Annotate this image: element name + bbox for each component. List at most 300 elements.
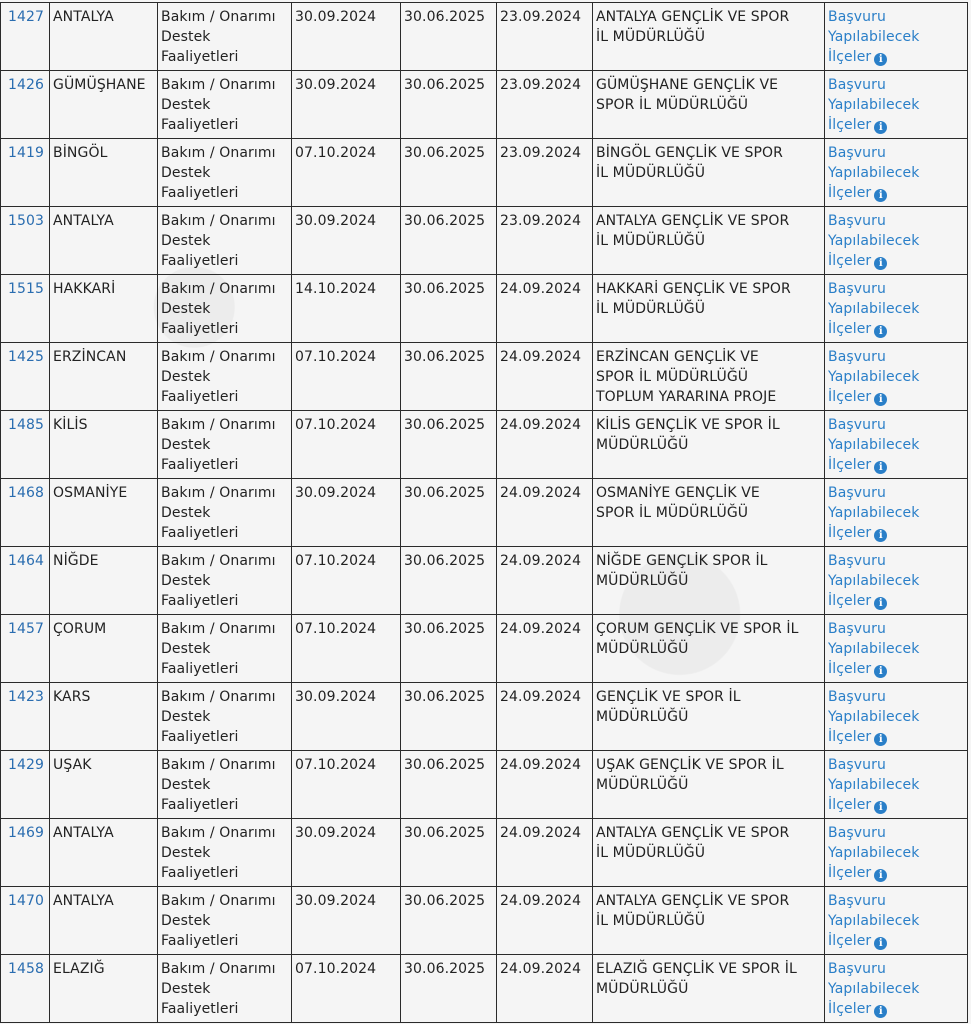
activity-line: Destek xyxy=(161,165,211,181)
districts-link-label[interactable]: Yapılabilecek xyxy=(828,505,920,521)
end-date-cell: 30.06.2025 xyxy=(401,683,497,751)
districts-link-text[interactable] xyxy=(828,659,964,679)
activity-line: Faaliyetleri xyxy=(161,117,239,133)
table-row xyxy=(1,275,968,343)
end-date-cell: 30.06.2025 xyxy=(401,547,497,615)
institution-line: İL MÜDÜRLÜĞÜ xyxy=(596,301,706,317)
table-row xyxy=(1,479,968,547)
districts-link-text[interactable] xyxy=(828,707,964,727)
table-row xyxy=(1,411,968,479)
announcement-date-cell: 23.09.2024 xyxy=(497,71,593,139)
info-circle-icon[interactable]: i xyxy=(874,529,887,542)
activity-line: Destek xyxy=(161,709,211,725)
province-cell: OSMANİYE xyxy=(50,479,158,547)
districts-link-label[interactable]: İlçeler xyxy=(828,933,872,949)
activity-line: Destek xyxy=(161,845,211,861)
districts-link[interactable] xyxy=(828,143,964,203)
districts-link-text[interactable] xyxy=(828,387,964,407)
districts-link-text[interactable] xyxy=(828,979,964,999)
districts-link-label[interactable]: Başvuru xyxy=(828,213,886,229)
province-cell: ELAZIĞ xyxy=(50,955,158,1023)
start-date-cell: 30.09.2024 xyxy=(292,479,401,547)
activity-line: Bakım / Onarımı xyxy=(161,689,276,705)
activity-cell xyxy=(158,887,292,955)
activity-line: Bakım / Onarımı xyxy=(161,961,276,977)
activity-line: Bakım / Onarımı xyxy=(161,349,276,365)
institution-line: ELAZIĞ GENÇLİK VE SPOR İL xyxy=(596,961,797,977)
activity-line: Bakım / Onarımı xyxy=(161,757,276,773)
districts-link-text[interactable] xyxy=(828,823,964,843)
districts-link-label[interactable]: İlçeler xyxy=(828,1001,872,1017)
province-cell: ERZİNCAN xyxy=(50,343,158,411)
districts-link-text[interactable] xyxy=(828,503,964,523)
districts-link-text[interactable] xyxy=(828,115,964,135)
start-date-cell: 30.09.2024 xyxy=(292,683,401,751)
info-circle-icon[interactable]: i xyxy=(874,53,887,66)
activity-line: Destek xyxy=(161,233,211,249)
table-row xyxy=(1,819,968,887)
districts-link-text[interactable] xyxy=(828,251,964,271)
districts-link-label[interactable]: Yapılabilecek xyxy=(828,573,920,589)
districts-link-text[interactable] xyxy=(828,27,964,47)
table-row xyxy=(1,343,968,411)
districts-link[interactable] xyxy=(828,687,964,747)
row-id-link[interactable]: 1423 xyxy=(1,683,50,751)
institution-line: İL MÜDÜRLÜĞÜ xyxy=(596,29,706,45)
institution-line: MÜDÜRLÜĞÜ xyxy=(596,777,689,793)
districts-link-cell xyxy=(825,275,968,343)
districts-link-label[interactable]: Başvuru xyxy=(828,417,886,433)
activity-line: Bakım / Onarımı xyxy=(161,553,276,569)
institution-line: SPOR İL MÜDÜRLÜĞÜ xyxy=(596,97,749,113)
table-row xyxy=(1,683,968,751)
announcement-date-cell: 24.09.2024 xyxy=(497,343,593,411)
districts-link-label[interactable]: Yapılabilecek xyxy=(828,437,920,453)
activity-cell xyxy=(158,275,292,343)
districts-link[interactable] xyxy=(828,755,964,815)
announcement-date-cell: 24.09.2024 xyxy=(497,751,593,819)
info-circle-icon[interactable]: i xyxy=(874,393,887,406)
row-id-link[interactable]: 1485 xyxy=(1,411,50,479)
districts-link-text[interactable] xyxy=(828,999,964,1019)
districts-link[interactable] xyxy=(828,891,964,951)
row-id-link[interactable]: 1425 xyxy=(1,343,50,411)
start-date-cell: 07.10.2024 xyxy=(292,955,401,1023)
announcement-date-cell: 24.09.2024 xyxy=(497,615,593,683)
row-id-link[interactable]: 1427 xyxy=(1,3,50,71)
districts-link-label[interactable]: Başvuru xyxy=(828,145,886,161)
districts-link-text[interactable] xyxy=(828,279,964,299)
row-id-link[interactable]: 1469 xyxy=(1,819,50,887)
row-id-link[interactable]: 1515 xyxy=(1,275,50,343)
districts-link-text[interactable] xyxy=(828,755,964,775)
info-circle-icon[interactable]: i xyxy=(874,869,887,882)
districts-link-label[interactable]: Yapılabilecek xyxy=(828,981,920,997)
districts-link-text[interactable] xyxy=(828,619,964,639)
districts-link-text[interactable] xyxy=(828,435,964,455)
districts-link-label[interactable]: İlçeler xyxy=(828,49,872,65)
province-cell: ANTALYA xyxy=(50,887,158,955)
info-circle-icon[interactable]: i xyxy=(874,733,887,746)
province-cell: HAKKARİ xyxy=(50,275,158,343)
districts-link-cell xyxy=(825,71,968,139)
end-date-cell: 30.06.2025 xyxy=(401,615,497,683)
districts-link-text[interactable] xyxy=(828,95,964,115)
table-row xyxy=(1,955,968,1023)
districts-link-label[interactable]: Yapılabilecek xyxy=(828,233,920,249)
activity-cell xyxy=(158,819,292,887)
districts-link-label[interactable]: İlçeler xyxy=(828,797,872,813)
table-row xyxy=(1,887,968,955)
province-cell: ÇORUM xyxy=(50,615,158,683)
institution-line: ERZİNCAN GENÇLİK VE xyxy=(596,349,759,365)
districts-link-label[interactable]: Yapılabilecek xyxy=(828,29,920,45)
districts-link-label[interactable]: Yapılabilecek xyxy=(828,301,920,317)
districts-link[interactable] xyxy=(828,75,964,135)
districts-link-text[interactable] xyxy=(828,455,964,475)
institution-cell xyxy=(593,3,825,71)
districts-link-label[interactable]: Yapılabilecek xyxy=(828,709,920,725)
row-id-link[interactable]: 1470 xyxy=(1,887,50,955)
announcement-date-cell: 23.09.2024 xyxy=(497,139,593,207)
districts-link-text[interactable] xyxy=(828,571,964,591)
institution-cell xyxy=(593,751,825,819)
districts-link-label[interactable]: Başvuru xyxy=(828,9,886,25)
start-date-cell: 07.10.2024 xyxy=(292,411,401,479)
districts-link-text[interactable] xyxy=(828,891,964,911)
announcement-date-cell: 24.09.2024 xyxy=(497,955,593,1023)
districts-link-label[interactable]: Başvuru xyxy=(828,893,886,909)
info-circle-icon[interactable]: i xyxy=(874,801,887,814)
activity-line: Faaliyetleri xyxy=(161,185,239,201)
districts-link-text[interactable] xyxy=(828,183,964,203)
activity-line: Bakım / Onarımı xyxy=(161,825,276,841)
districts-link[interactable] xyxy=(828,551,964,611)
activity-line: Destek xyxy=(161,777,211,793)
districts-link-label[interactable]: Başvuru xyxy=(828,281,886,297)
start-date-cell: 07.10.2024 xyxy=(292,139,401,207)
activity-cell xyxy=(158,547,292,615)
districts-link-label[interactable]: İlçeler xyxy=(828,253,872,269)
activity-line: Faaliyetleri xyxy=(161,593,239,609)
activity-line: Faaliyetleri xyxy=(161,865,239,881)
districts-link-text[interactable] xyxy=(828,931,964,951)
info-circle-icon[interactable]: i xyxy=(874,189,887,202)
districts-link-cell xyxy=(825,887,968,955)
districts-link-text[interactable] xyxy=(828,143,964,163)
institution-line: İL MÜDÜRLÜĞÜ xyxy=(596,233,706,249)
end-date-cell: 30.06.2025 xyxy=(401,275,497,343)
activity-line: Bakım / Onarımı xyxy=(161,9,276,25)
institution-line: ANTALYA GENÇLİK VE SPOR xyxy=(596,893,790,909)
end-date-cell: 30.06.2025 xyxy=(401,479,497,547)
announcement-date-cell: 23.09.2024 xyxy=(497,3,593,71)
districts-link-label[interactable]: Başvuru xyxy=(828,621,886,637)
announcement-date-cell: 24.09.2024 xyxy=(497,275,593,343)
start-date-cell: 30.09.2024 xyxy=(292,71,401,139)
districts-link-text[interactable] xyxy=(828,959,964,979)
end-date-cell: 30.06.2025 xyxy=(401,71,497,139)
table-row xyxy=(1,615,968,683)
table-row xyxy=(1,547,968,615)
institution-line: İL MÜDÜRLÜĞÜ xyxy=(596,913,706,929)
districts-link-cell xyxy=(825,343,968,411)
districts-link-text[interactable] xyxy=(828,795,964,815)
districts-link-label[interactable]: İlçeler xyxy=(828,593,872,609)
districts-link[interactable] xyxy=(828,211,964,271)
institution-cell xyxy=(593,275,825,343)
institution-line: SPOR İL MÜDÜRLÜĞÜ xyxy=(596,505,749,521)
activity-line: Bakım / Onarımı xyxy=(161,485,276,501)
institution-line: GENÇLİK VE SPOR İL xyxy=(596,689,741,705)
announcement-date-cell: 24.09.2024 xyxy=(497,887,593,955)
province-cell: GÜMÜŞHANE xyxy=(50,71,158,139)
table-body xyxy=(1,3,968,1023)
districts-link-cell xyxy=(825,139,968,207)
activity-cell xyxy=(158,615,292,683)
districts-link-text[interactable] xyxy=(828,551,964,571)
info-circle-icon[interactable]: i xyxy=(874,257,887,270)
row-id-link[interactable]: 1457 xyxy=(1,615,50,683)
districts-link-text[interactable] xyxy=(828,7,964,27)
table-row xyxy=(1,207,968,275)
districts-link-cell xyxy=(825,547,968,615)
districts-link-label[interactable]: Başvuru xyxy=(828,485,886,501)
end-date-cell: 30.06.2025 xyxy=(401,3,497,71)
table-row xyxy=(1,139,968,207)
districts-link-label[interactable]: İlçeler xyxy=(828,321,872,337)
start-date-cell: 30.09.2024 xyxy=(292,819,401,887)
start-date-cell: 30.09.2024 xyxy=(292,887,401,955)
activity-line: Destek xyxy=(161,913,211,929)
institution-line: MÜDÜRLÜĞÜ xyxy=(596,981,689,997)
activity-cell xyxy=(158,955,292,1023)
districts-link-label[interactable]: Başvuru xyxy=(828,689,886,705)
province-cell: KARS xyxy=(50,683,158,751)
institution-line: TOPLUM YARARINA PROJE xyxy=(596,389,777,405)
activity-line: Faaliyetleri xyxy=(161,661,239,677)
row-id-link[interactable]: 1458 xyxy=(1,955,50,1023)
activity-line: Destek xyxy=(161,437,211,453)
districts-link[interactable] xyxy=(828,823,964,883)
districts-link[interactable] xyxy=(828,619,964,679)
districts-link-label[interactable]: Yapılabilecek xyxy=(828,913,920,929)
row-id-link[interactable]: 1464 xyxy=(1,547,50,615)
activity-line: Faaliyetleri xyxy=(161,253,239,269)
districts-link-cell xyxy=(825,411,968,479)
institution-line: OSMANİYE GENÇLİK VE xyxy=(596,485,760,501)
institution-cell xyxy=(593,71,825,139)
districts-link-label[interactable]: İlçeler xyxy=(828,865,872,881)
announcement-date-cell: 24.09.2024 xyxy=(497,547,593,615)
province-cell: UŞAK xyxy=(50,751,158,819)
table-row xyxy=(1,751,968,819)
districts-link-label[interactable]: Yapılabilecek xyxy=(828,845,920,861)
districts-link-text[interactable] xyxy=(828,687,964,707)
info-circle-icon[interactable]: i xyxy=(874,325,887,338)
institution-line: İL MÜDÜRLÜĞÜ xyxy=(596,165,706,181)
districts-link-label[interactable]: Başvuru xyxy=(828,349,886,365)
districts-link-text[interactable] xyxy=(828,47,964,67)
districts-link-text[interactable] xyxy=(828,775,964,795)
info-circle-icon[interactable]: i xyxy=(874,461,887,474)
districts-link-text[interactable] xyxy=(828,483,964,503)
start-date-cell: 07.10.2024 xyxy=(292,615,401,683)
districts-link-label[interactable]: Başvuru xyxy=(828,757,886,773)
districts-link-label[interactable]: Yapılabilecek xyxy=(828,777,920,793)
districts-link-label[interactable]: Başvuru xyxy=(828,553,886,569)
row-id-link[interactable]: 1503 xyxy=(1,207,50,275)
institution-line: KİLİS GENÇLİK VE SPOR İL xyxy=(596,417,780,433)
province-cell: ANTALYA xyxy=(50,819,158,887)
districts-link-cell xyxy=(825,751,968,819)
end-date-cell: 30.06.2025 xyxy=(401,887,497,955)
row-id-link[interactable]: 1429 xyxy=(1,751,50,819)
districts-link-text[interactable] xyxy=(828,163,964,183)
districts-link[interactable] xyxy=(828,347,964,407)
districts-link-label[interactable]: Yapılabilecek xyxy=(828,165,920,181)
end-date-cell: 30.06.2025 xyxy=(401,955,497,1023)
institution-cell xyxy=(593,615,825,683)
districts-link-text[interactable] xyxy=(828,211,964,231)
row-id-link[interactable]: 1468 xyxy=(1,479,50,547)
end-date-cell: 30.06.2025 xyxy=(401,207,497,275)
activity-line: Faaliyetleri xyxy=(161,1001,239,1017)
districts-link-text[interactable] xyxy=(828,75,964,95)
province-cell: ANTALYA xyxy=(50,207,158,275)
activity-line: Destek xyxy=(161,981,211,997)
activity-line: Faaliyetleri xyxy=(161,933,239,949)
institution-cell xyxy=(593,411,825,479)
start-date-cell: 30.09.2024 xyxy=(292,3,401,71)
row-id-link[interactable]: 1426 xyxy=(1,71,50,139)
activity-cell xyxy=(158,3,292,71)
activity-line: Destek xyxy=(161,369,211,385)
institution-line: UŞAK GENÇLİK VE SPOR İL xyxy=(596,757,784,773)
end-date-cell: 30.06.2025 xyxy=(401,411,497,479)
start-date-cell: 30.09.2024 xyxy=(292,207,401,275)
districts-link[interactable] xyxy=(828,483,964,543)
institution-cell xyxy=(593,955,825,1023)
districts-link-cell xyxy=(825,479,968,547)
applications-table xyxy=(0,2,968,1023)
institution-cell xyxy=(593,887,825,955)
districts-link-cell xyxy=(825,615,968,683)
activity-line: Destek xyxy=(161,641,211,657)
info-circle-icon[interactable]: i xyxy=(874,1005,887,1018)
institution-cell xyxy=(593,479,825,547)
districts-link-text[interactable] xyxy=(828,231,964,251)
districts-link-label[interactable]: İlçeler xyxy=(828,661,872,677)
districts-link-label[interactable]: İlçeler xyxy=(828,117,872,133)
districts-link-text[interactable] xyxy=(828,523,964,543)
info-circle-icon[interactable]: i xyxy=(874,597,887,610)
districts-link-text[interactable] xyxy=(828,591,964,611)
districts-link-text[interactable] xyxy=(828,299,964,319)
activity-cell xyxy=(158,751,292,819)
districts-link-text[interactable] xyxy=(828,727,964,747)
activity-line: Faaliyetleri xyxy=(161,457,239,473)
districts-link[interactable] xyxy=(828,415,964,475)
institution-cell xyxy=(593,683,825,751)
table-row xyxy=(1,3,968,71)
activity-line: Faaliyetleri xyxy=(161,321,239,337)
activity-line: Bakım / Onarımı xyxy=(161,621,276,637)
province-cell: NİĞDE xyxy=(50,547,158,615)
activity-cell xyxy=(158,343,292,411)
activity-cell xyxy=(158,411,292,479)
end-date-cell: 30.06.2025 xyxy=(401,343,497,411)
districts-link-cell xyxy=(825,3,968,71)
activity-line: Faaliyetleri xyxy=(161,389,239,405)
activity-line: Faaliyetleri xyxy=(161,525,239,541)
end-date-cell: 30.06.2025 xyxy=(401,751,497,819)
activity-line: Bakım / Onarımı xyxy=(161,145,276,161)
start-date-cell: 07.10.2024 xyxy=(292,343,401,411)
districts-link-label[interactable]: İlçeler xyxy=(828,525,872,541)
institution-line: MÜDÜRLÜĞÜ xyxy=(596,709,689,725)
districts-link-label[interactable]: Yapılabilecek xyxy=(828,369,920,385)
districts-link-text[interactable] xyxy=(828,367,964,387)
districts-link-label[interactable]: Yapılabilecek xyxy=(828,641,920,657)
start-date-cell: 07.10.2024 xyxy=(292,547,401,615)
institution-line: GÜMÜŞHANE GENÇLİK VE xyxy=(596,77,779,93)
activity-cell xyxy=(158,71,292,139)
institution-cell xyxy=(593,547,825,615)
province-cell: ANTALYA xyxy=(50,3,158,71)
districts-link[interactable] xyxy=(828,279,964,339)
institution-line: İL MÜDÜRLÜĞÜ xyxy=(596,845,706,861)
institution-line: MÜDÜRLÜĞÜ xyxy=(596,641,689,657)
institution-line: NİĞDE GENÇLİK SPOR İL xyxy=(596,553,768,569)
districts-link-label[interactable]: İlçeler xyxy=(828,389,872,405)
districts-link-label[interactable]: Başvuru xyxy=(828,77,886,93)
districts-link-text[interactable] xyxy=(828,863,964,883)
institution-cell xyxy=(593,343,825,411)
districts-link-text[interactable] xyxy=(828,911,964,931)
info-circle-icon[interactable]: i xyxy=(874,665,887,678)
activity-line: Destek xyxy=(161,505,211,521)
announcement-date-cell: 24.09.2024 xyxy=(497,411,593,479)
districts-link-text[interactable] xyxy=(828,639,964,659)
districts-link[interactable] xyxy=(828,959,964,1019)
row-id-link[interactable]: 1419 xyxy=(1,139,50,207)
districts-link-text[interactable] xyxy=(828,347,964,367)
activity-line: Faaliyetleri xyxy=(161,729,239,745)
end-date-cell: 30.06.2025 xyxy=(401,819,497,887)
districts-link-label[interactable]: Başvuru xyxy=(828,825,886,841)
institution-line: MÜDÜRLÜĞÜ xyxy=(596,573,689,589)
districts-link[interactable] xyxy=(828,7,964,67)
activity-cell xyxy=(158,139,292,207)
districts-link-text[interactable] xyxy=(828,415,964,435)
end-date-cell: 30.06.2025 xyxy=(401,139,497,207)
institution-line: ANTALYA GENÇLİK VE SPOR xyxy=(596,825,790,841)
districts-link-text[interactable] xyxy=(828,843,964,863)
districts-link-label[interactable]: İlçeler xyxy=(828,729,872,745)
announcement-date-cell: 24.09.2024 xyxy=(497,479,593,547)
activity-line: Bakım / Onarımı xyxy=(161,281,276,297)
info-circle-icon[interactable]: i xyxy=(874,937,887,950)
districts-link-label[interactable]: İlçeler xyxy=(828,185,872,201)
districts-link-label[interactable]: İlçeler xyxy=(828,457,872,473)
announcement-date-cell: 24.09.2024 xyxy=(497,819,593,887)
districts-link-label[interactable]: Başvuru xyxy=(828,961,886,977)
districts-link-label[interactable]: Yapılabilecek xyxy=(828,97,920,113)
districts-link-text[interactable] xyxy=(828,319,964,339)
info-circle-icon[interactable]: i xyxy=(874,121,887,134)
activity-line: Bakım / Onarımı xyxy=(161,893,276,909)
